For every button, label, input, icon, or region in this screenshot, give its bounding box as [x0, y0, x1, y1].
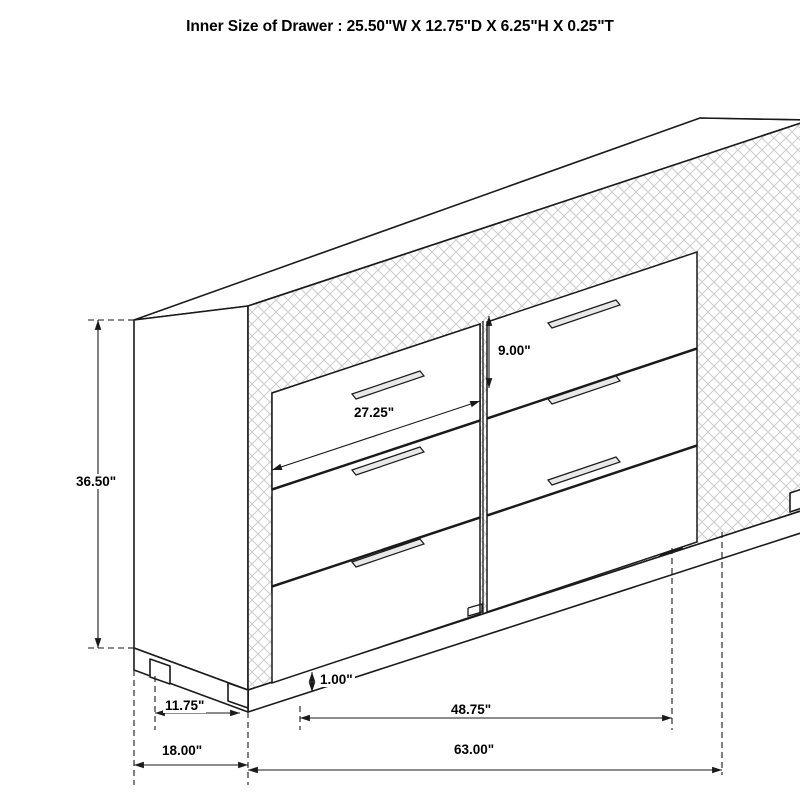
dimension-label-drawer-span-width: 48.75" — [451, 702, 492, 717]
dimension-label-drawer-front-width: 27.25" — [354, 405, 395, 420]
dimension-label-cabinet-height: 36.50" — [76, 474, 117, 489]
dimension-label-plinth-height: 1.00" — [320, 672, 353, 687]
dimension-label-drawer-front-height: 9.00" — [498, 343, 531, 358]
dimension-label-case-depth: 18.00" — [162, 743, 203, 758]
dimension-label-side-depth-front: 11.75" — [165, 698, 205, 713]
page-title: Inner Size of Drawer : 25.50"W X 12.75"D X 6.25"H X 0.25"T — [186, 18, 614, 35]
dimension-label-overall-width: 63.00" — [454, 742, 495, 757]
